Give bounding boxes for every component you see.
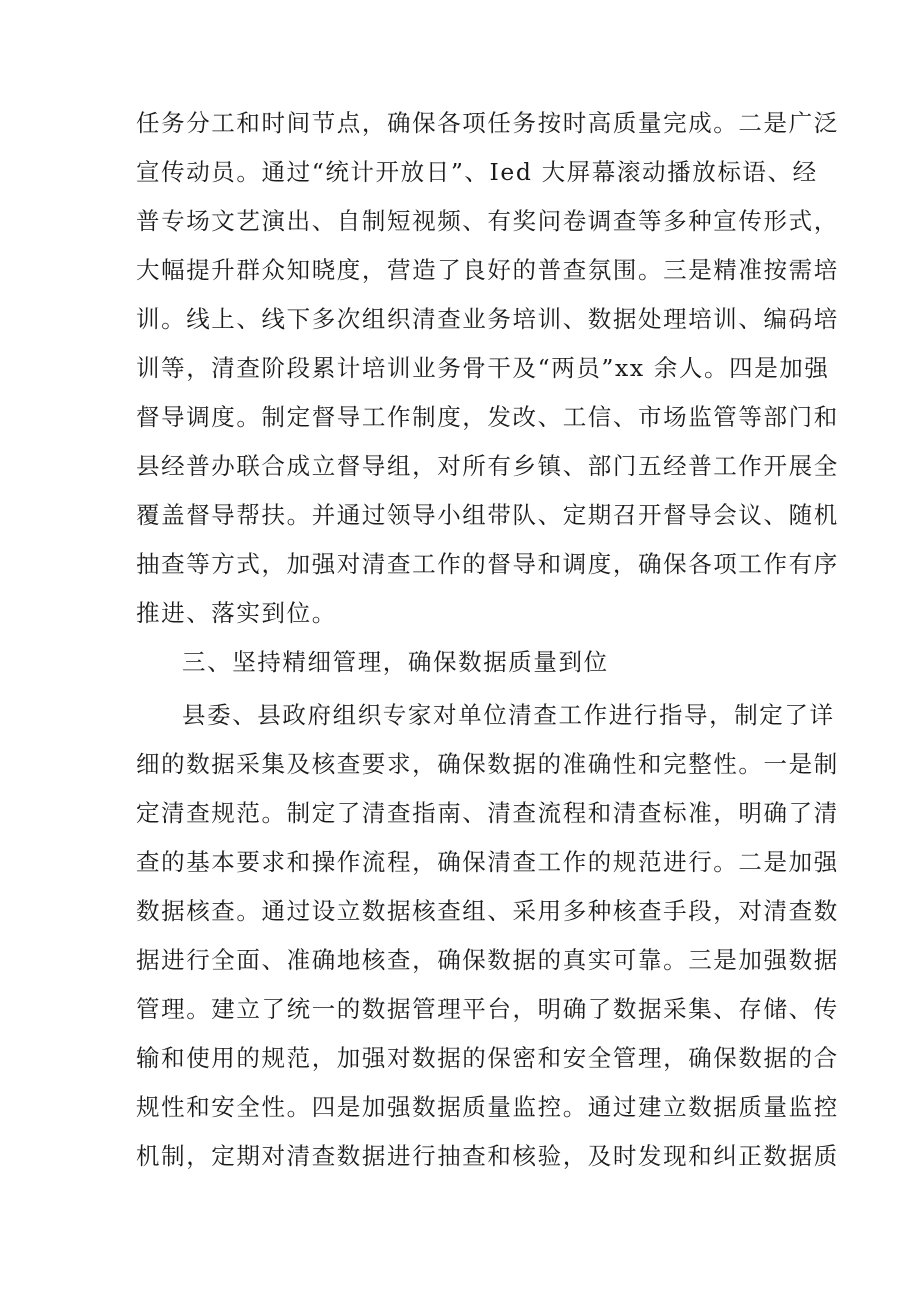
paragraph-line: 县委、县政府组织专家对单位清查工作进行指导，制定了详 bbox=[182, 701, 835, 729]
paragraph-line: 县经普办联合成立督导组，对所有乡镇、部门五经普工作开展全 bbox=[136, 452, 839, 480]
paragraph-line: 细的数据采集及核查要求，确保数据的准确性和完整性。一是制 bbox=[136, 750, 839, 778]
paragraph-line: 推进、落实到位。 bbox=[136, 599, 337, 627]
paragraph-line: 任务分工和时间节点，确保各项任务按时高质量完成。二是广泛 bbox=[136, 109, 839, 137]
paragraph-line: 规性和安全性。四是加强数据质量监控。通过建立数据质量监控 bbox=[136, 1093, 839, 1121]
paragraph-line: 宣传动员。通过“统计开放日”、Ied 大屏幕滚动播放标语、经 bbox=[136, 158, 818, 186]
paragraph-line: 数据核查。通过设立数据核查组、采用多种核查手段，对清查数 bbox=[136, 897, 839, 925]
paragraph-line: 查的基本要求和操作流程，确保清查工作的规范进行。二是加强 bbox=[136, 848, 839, 876]
paragraph-line: 定清查规范。制定了清查指南、清查流程和清查标准，明确了清 bbox=[136, 799, 839, 827]
paragraph-line: 机制，定期对清查数据进行抽查和核验，及时发现和纠正数据质 bbox=[136, 1142, 839, 1170]
paragraph-line: 覆盖督导帮扶。并通过领导小组带队、定期召开督导会议、随机 bbox=[136, 501, 839, 529]
paragraph-line: 训等，清查阶段累计培训业务骨干及“两员”xx 余人。四是加强 bbox=[136, 354, 830, 382]
paragraph-line: 抽查等方式，加强对清查工作的督导和调度，确保各项工作有序 bbox=[136, 550, 839, 578]
paragraph-line: 输和使用的规范，加强对数据的保密和安全管理，确保数据的合 bbox=[136, 1044, 839, 1072]
paragraph-line: 督导调度。制定督导工作制度，发改、工信、市场监管等部门和 bbox=[136, 403, 839, 431]
paragraph-line: 普专场文艺演出、自制短视频、有奖问卷调查等多种宣传形式， bbox=[136, 207, 839, 235]
paragraph-line: 管理。建立了统一的数据管理平台，明确了数据采集、存储、传 bbox=[136, 995, 839, 1023]
section-heading: 三、坚持精细管理，确保数据质量到位 bbox=[182, 648, 609, 676]
paragraph-line: 训。线上、线下多次组织清查业务培训、数据处理培训、编码培 bbox=[136, 305, 839, 333]
paragraph-line: 大幅提升群众知晓度，营造了良好的普查氛围。三是精准按需培 bbox=[136, 256, 839, 284]
paragraph-line: 据进行全面、准确地核查，确保数据的真实可靠。三是加强数据 bbox=[136, 946, 839, 974]
